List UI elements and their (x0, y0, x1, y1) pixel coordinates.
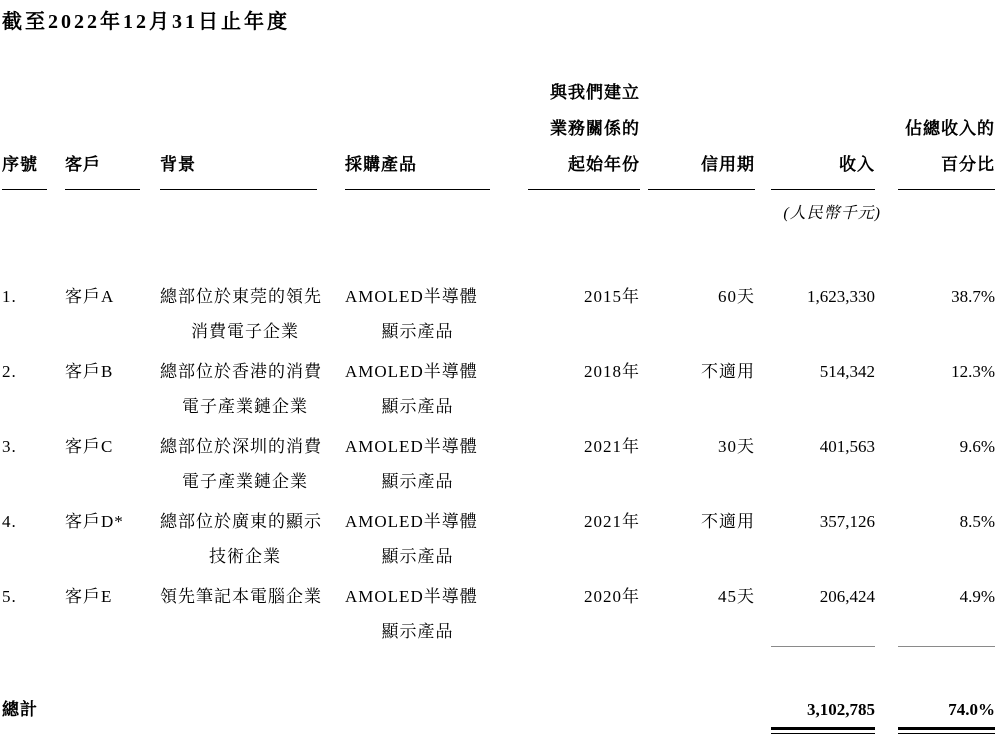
report-period-title: 截至2022年12月31日止年度 (2, 11, 290, 33)
total-row (2, 695, 1000, 725)
table-row (2, 504, 1000, 574)
cell-products (345, 579, 492, 649)
col-header-revenue: 收入 (771, 147, 875, 190)
pct-subtotal-rule (898, 646, 995, 647)
col-header-credit: 信用期 (648, 147, 755, 190)
products-line1: AMOLED半導體 (345, 587, 478, 606)
col-header-no-cell (2, 75, 65, 190)
cell-no: 4. (2, 512, 17, 531)
cell-pct: 9.6% (959, 437, 995, 456)
col-header-products-cell (345, 75, 492, 190)
background-line1: 總部位於深圳的消費 (160, 437, 322, 456)
pct-total-double-rule (898, 727, 995, 734)
revenue-subtotal-rule (771, 646, 875, 647)
cell-start-year: 2021年 (584, 512, 640, 531)
col-header-pct-line1: 佔總收入的 (905, 119, 995, 138)
col-header-start-year-line1: 與我們建立 (550, 83, 640, 102)
products-line2: 顯示產品 (381, 397, 454, 416)
table-row (2, 354, 1000, 424)
cell-products (345, 279, 492, 349)
cell-customer: 客戶C (65, 437, 114, 456)
cell-credit: 60天 (718, 287, 755, 306)
cell-background (160, 279, 345, 349)
background-line2: 電子產業鏈企業 (182, 472, 308, 491)
col-header-background-cell (160, 75, 345, 190)
background-line1: 總部位於廣東的顯示 (160, 512, 322, 531)
col-header-start-year-cell (492, 75, 640, 190)
products-line2: 顯示產品 (381, 622, 454, 641)
total-double-rules-row (2, 727, 1000, 734)
background-line2: 技術企業 (209, 547, 281, 566)
cell-products (345, 354, 492, 424)
col-header-revenue-cell (755, 75, 875, 190)
cell-credit: 不適用 (701, 362, 755, 381)
cell-background (160, 504, 345, 574)
cell-start-year: 2015年 (584, 287, 640, 306)
cell-customer: 客戶E (65, 587, 113, 606)
cell-no: 1. (2, 287, 17, 306)
cell-pct: 4.9% (959, 587, 995, 606)
table-row (2, 579, 1000, 649)
col-header-start-year-line3: 起始年份 (568, 155, 640, 174)
cell-credit: 30天 (718, 437, 755, 456)
cell-no: 5. (2, 587, 17, 606)
products-line2: 顯示產品 (381, 472, 454, 491)
cell-start-year: 2021年 (584, 437, 640, 456)
col-header-no: 序號 (2, 147, 47, 190)
background-line1: 總部位於東莞的領先 (160, 287, 322, 306)
table-header-row (2, 75, 1000, 190)
col-header-start-year-line2: 業務關係的 (550, 119, 640, 138)
products-line1: AMOLED半導體 (345, 437, 478, 456)
cell-background (160, 429, 345, 499)
products-line1: AMOLED半導體 (345, 287, 478, 306)
total-label: 總計 (2, 700, 38, 719)
cell-pct: 12.3% (951, 362, 995, 381)
cell-customer: 客戶A (65, 287, 115, 306)
cell-no: 2. (2, 362, 17, 381)
cell-start-year: 2020年 (584, 587, 640, 606)
cell-revenue: 206,424 (819, 587, 875, 606)
col-header-customer-cell (65, 75, 160, 190)
products-line2: 顯示產品 (381, 322, 454, 341)
col-header-pct-line2: 百分比 (941, 155, 995, 174)
col-header-start-year (528, 75, 640, 190)
products-line1: AMOLED半導體 (345, 362, 478, 381)
cell-revenue: 1,623,330 (807, 287, 875, 306)
col-header-background: 背景 (160, 147, 317, 190)
revenue-total-double-rule (771, 727, 875, 734)
background-line1: 領先筆記本電腦企業 (160, 587, 322, 606)
col-header-products: 採購產品 (345, 147, 490, 190)
col-header-customer: 客戶 (65, 147, 140, 190)
col-header-pct-cell (875, 75, 995, 190)
col-header-pct (898, 111, 995, 190)
cell-no: 3. (2, 437, 17, 456)
cell-background (160, 354, 345, 424)
cell-pct: 38.7% (951, 287, 995, 306)
col-header-credit-cell (640, 75, 755, 190)
background-line2: 消費電子企業 (191, 322, 299, 341)
cell-credit: 45天 (718, 587, 755, 606)
cell-start-year: 2018年 (584, 362, 640, 381)
cell-revenue: 514,342 (819, 362, 875, 381)
currency-unit-note: (人民幣千元) (783, 205, 881, 222)
table-body (2, 279, 1000, 649)
pre-total-rules-row (2, 646, 1000, 647)
cell-revenue: 357,126 (819, 512, 875, 531)
products-line1: AMOLED半導體 (345, 512, 478, 531)
table-row (2, 429, 1000, 499)
cell-customer: 客戶D* (65, 512, 124, 531)
total-revenue: 3,102,785 (807, 700, 875, 719)
cell-customer: 客戶B (65, 362, 114, 381)
cell-credit: 不適用 (701, 512, 755, 531)
total-pct: 74.0% (948, 700, 995, 719)
products-line2: 顯示產品 (381, 547, 454, 566)
background-line1: 總部位於香港的消費 (160, 362, 322, 381)
table-row (2, 279, 1000, 349)
background-line2: 電子產業鏈企業 (182, 397, 308, 416)
cell-pct: 8.5% (959, 512, 995, 531)
cell-products (345, 504, 492, 574)
cell-revenue: 401,563 (819, 437, 875, 456)
unit-note-row (2, 203, 1000, 225)
cell-products (345, 429, 492, 499)
cell-background (160, 579, 345, 614)
